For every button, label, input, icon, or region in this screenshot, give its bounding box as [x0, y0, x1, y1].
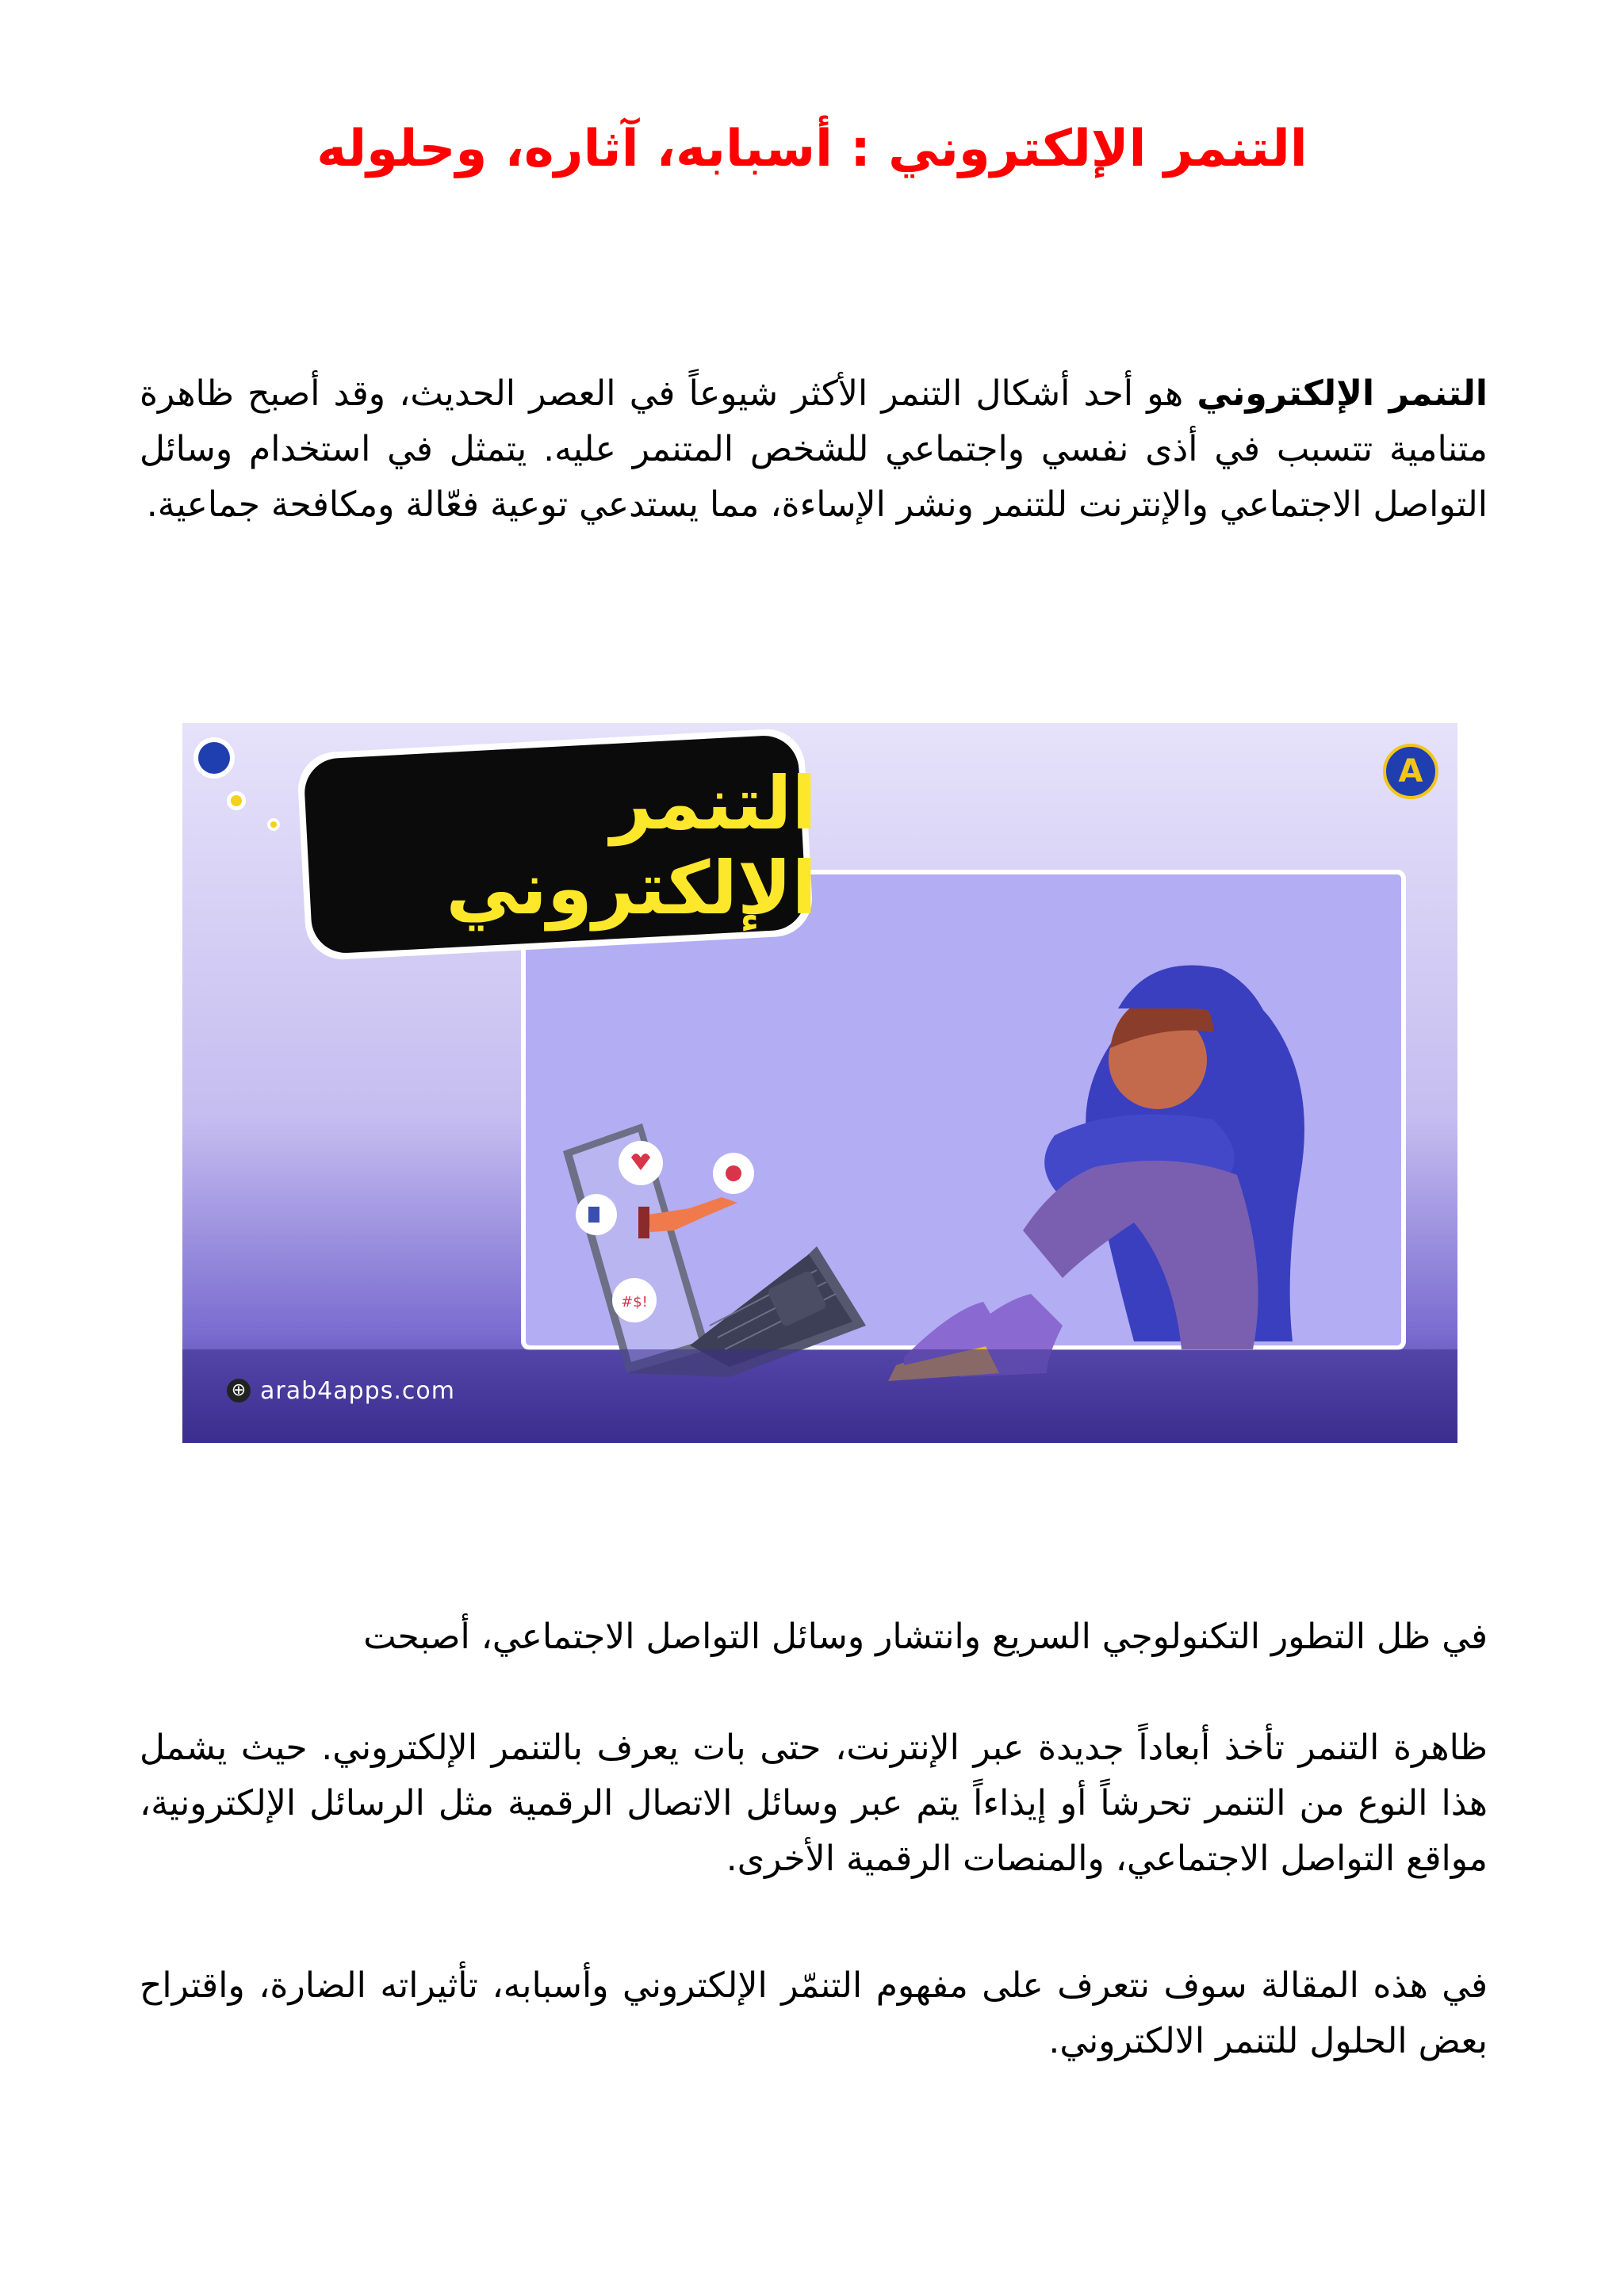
hero-headline: التنمر الإلكتروني [446, 761, 817, 931]
globe-icon: ⊕ [227, 1379, 251, 1402]
body-paragraph-1: في ظل التطور التكنولوجي السريع وانتشار وسائل التواصل الاجتماعي، أصبحت [363, 1617, 1488, 1657]
intro-text: هو أحد أشكال التنمر الأكثر شيوعاً في العصر الحديث، وقد أصبح ظاهرة متنامية تتسبب في أذى نفسي واجتماعي للشخص المتنمر عليه. يتمثل في استخدام وسائل التواصل الاجتماعي والإنترنت للتنمر ونشر الإساءة، مما يستدعي توعية فعّالة ومكافحة جماعية. [140, 373, 1488, 525]
svg-text:#$!: #$! [621, 1294, 648, 1311]
intro-paragraph [140, 366, 1488, 533]
website-url: arab4apps.com [260, 1376, 455, 1405]
intro-bold-lead: التنمر الإلكتروني [1197, 373, 1488, 414]
site-logo: A [1383, 744, 1438, 799]
body-paragraph-2: ظاهرة التنمر تأخذ أبعاداً جديدة عبر الإنترنت، حتى بات يعرف بالتنمر الإلكتروني. حيث يشمل هذا النوع من التنمر تحرشاً أو إيذاءاً يتم عبر وسائل الاتصال الرقمية مثل الرسائل الإلكترونية، مواقع التواصل الاجتماعي، والمنصات الرقمية الأخرى. [140, 1728, 1488, 1879]
page-title: التنمر الإلكتروني : أسبابه، آثاره، وحلوله [316, 120, 1308, 178]
hero-image [182, 723, 1457, 1443]
website-badge [206, 1364, 484, 1418]
body-paragraph-3: في هذه المقالة سوف نتعرف على مفهوم التنمّر الإلكتروني وأسبابه، تأثيراته الضارة، واقتراح بعض الحلول للتنمر الالكتروني. [140, 1965, 1488, 2061]
